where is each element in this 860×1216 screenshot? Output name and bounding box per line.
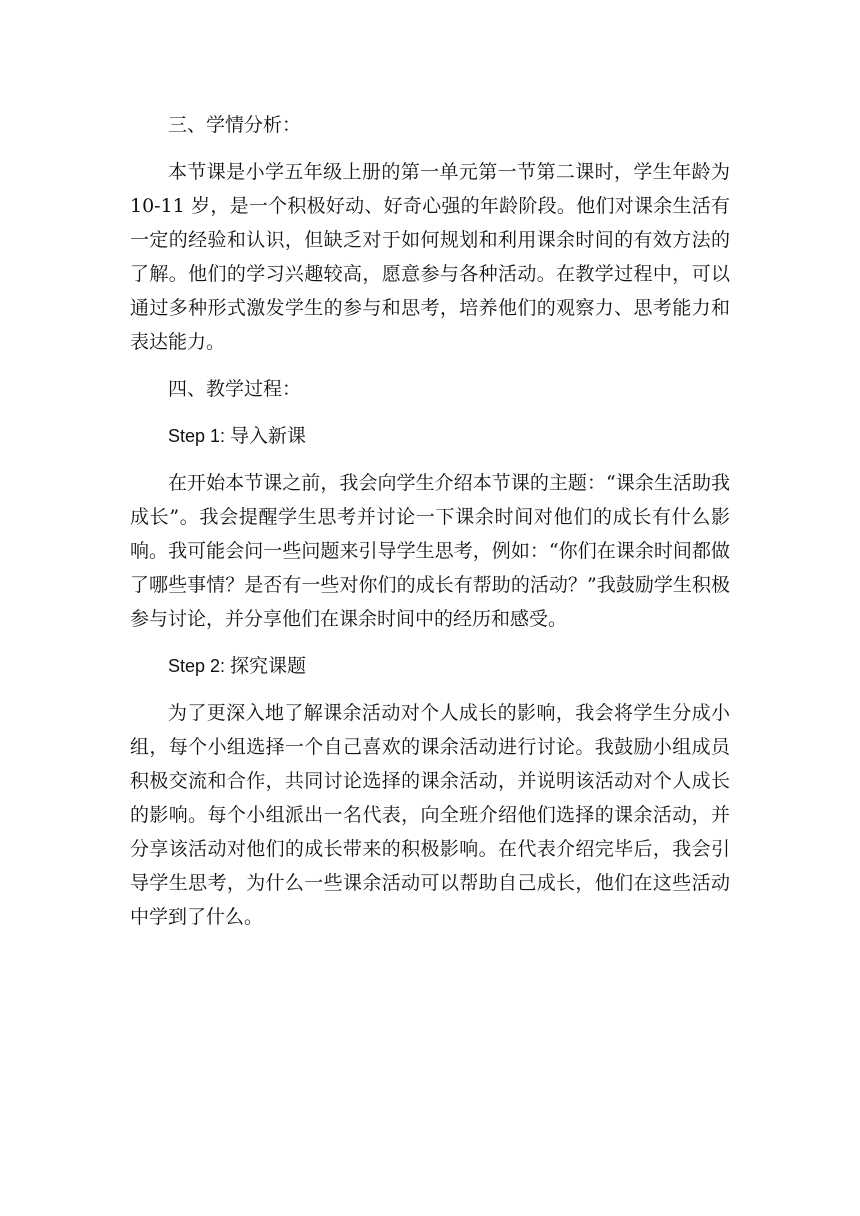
step-2-heading: [130, 649, 730, 683]
paragraph-learning-analysis: 本节课是小学五年级上册的第一单元第一节第二课时，学生年龄为 10-11 岁，是一个积极好动、好奇心强的年龄阶段。他们对课余生活有一定的经验和认识，但缺乏对于如何规划和利用课余时间的有效方法的了解。他们的学习兴趣较高，愿意参与各种活动。在教学过程中，可以通过多种形式激发学生的参与和思考，培养他们的观察力、思考能力和表达能力。: [130, 161, 730, 353]
section-heading-learning-analysis: 三、学情分析：: [168, 114, 302, 136]
step-1-heading: [130, 419, 730, 453]
step-1-label: Step 1:: [168, 426, 231, 446]
step-1-title: 导入新课: [230, 425, 307, 447]
document-body: [130, 108, 730, 947]
paragraph-step-1: 在开始本节课之前，我会向学生介绍本节课的主题：“课余生活助我成长”。我会提醒学生思考并讨论一下课余时间对他们的成长有什么影响。我可能会问一些问题来引导学生思考，例如：“你们在课余时间都做了哪些事情？是否有一些对你们的成长有帮助的活动？”我鼓励学生积极参与讨论，并分享他们在课余时间中的经历和感受。: [130, 472, 730, 630]
step-2-label: Step 2:: [168, 656, 231, 676]
step-2-title: 探究课题: [230, 655, 307, 677]
section-heading-teaching-process: 四、教学过程：: [168, 378, 302, 400]
paragraph-step-2: 为了更深入地了解课余活动对个人成长的影响，我会将学生分成小组，每个小组选择一个自己喜欢的课余活动进行讨论。我鼓励小组成员积极交流和合作，共同讨论选择的课余活动，并说明该活动对个人成长的影响。每个小组派出一名代表，向全班介绍他们选择的课余活动，并分享该活动对他们的成长带来的积极影响。在代表介绍完毕后，我会引导学生思考，为什么一些课余活动可以帮助自己成长，他们在这些活动中学到了什么。: [130, 702, 730, 928]
